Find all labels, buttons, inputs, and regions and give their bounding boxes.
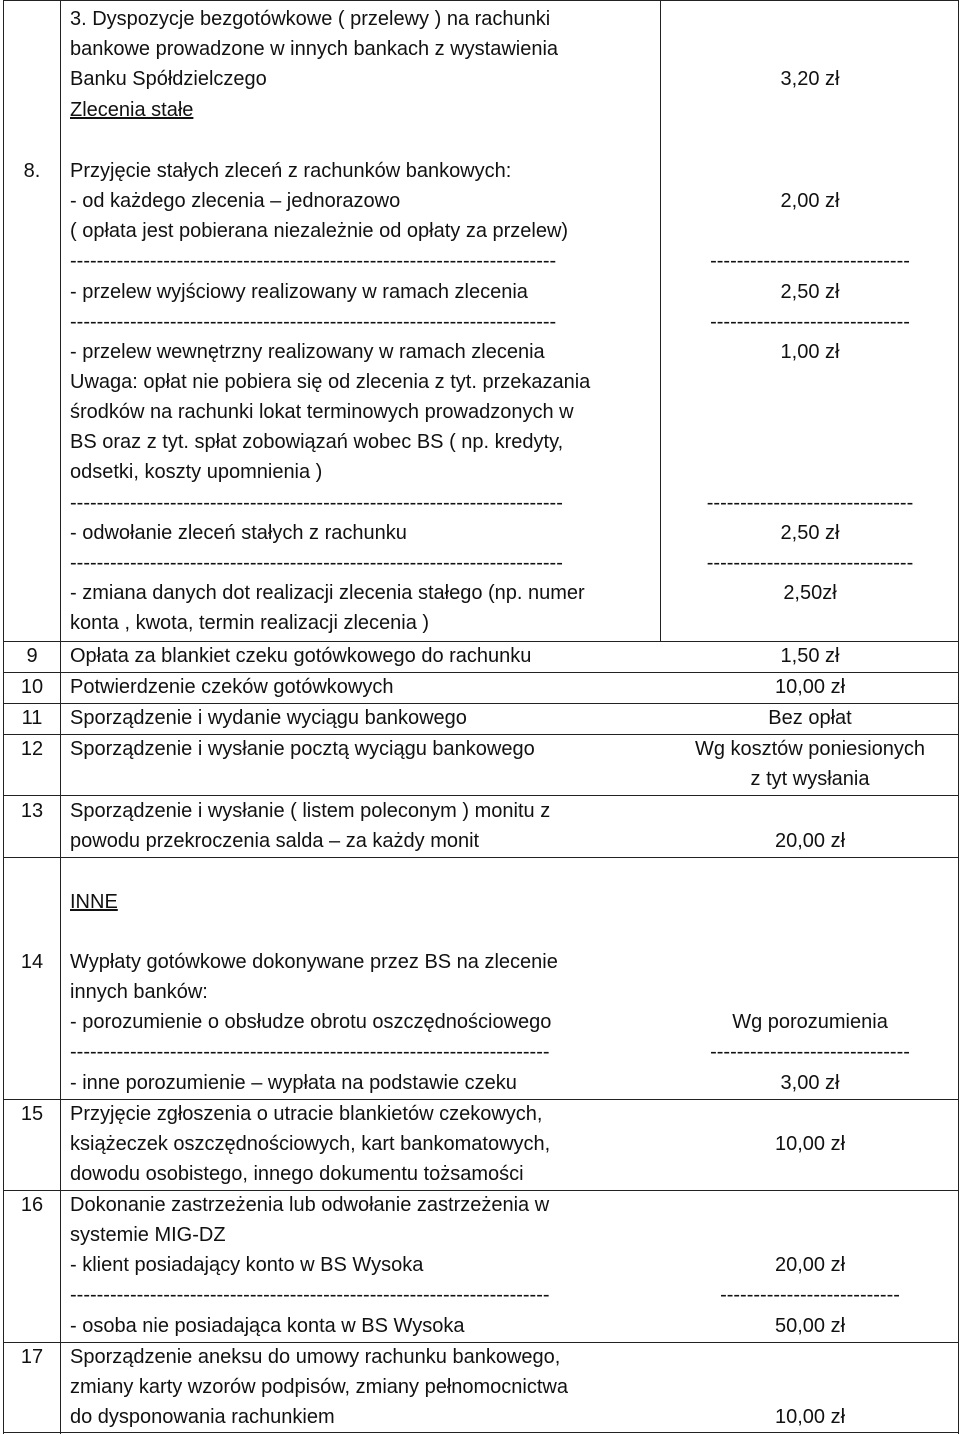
row-text: Przyjęcie zgłoszenia o utracie blankietów czekowych, — [70, 1103, 543, 1125]
row-text: Przyjęcie stałych zleceń z rachunków bankowych: — [70, 160, 512, 182]
row-number: 8. — [23, 160, 41, 182]
row-text: Uwaga: opłat nie pobiera się od zlecenia z tyt. przekazania — [70, 371, 591, 393]
dashed-separator: ------------------------------- — [706, 552, 914, 574]
row-text: Sporządzenie aneksu do umowy rachunku bankowego, — [70, 1346, 561, 1368]
row-number: 15 — [20, 1103, 44, 1125]
row-text: Wypłaty gotówkowe dokonywane przez BS na zlecenie — [70, 951, 558, 973]
row-text: - od każdego zlecenia – jednorazowo — [70, 190, 401, 212]
dashed-separator: ------------------------------------------------------------------------ — [70, 1284, 550, 1306]
row-number: 10 — [20, 676, 44, 698]
fee-value: 3,00 zł — [780, 1072, 840, 1094]
fee-value: 10,00 zł — [774, 1406, 846, 1428]
dashed-separator: ------------------------------------------------------------------------- — [70, 311, 557, 333]
row-text: - zmiana danych dot realizacji zlecenia stałego (np. numer — [70, 582, 585, 604]
row-number: 13 — [20, 800, 44, 822]
row-text: książeczek oszczędnościowych, kart bankomatowych, — [70, 1133, 551, 1155]
row-border-top — [3, 0, 958, 1]
fee-value: 2,50zł — [783, 582, 837, 604]
table-border-left — [3, 0, 4, 1434]
dashed-separator: ------------------------------ — [710, 1041, 910, 1063]
row-text: środków na rachunki lokat terminowych prowadzonych w — [70, 401, 574, 423]
dashed-separator: -------------------------------------------------------------------------- — [70, 492, 563, 514]
row-number: 14 — [20, 951, 44, 973]
row-number: 17 — [20, 1346, 44, 1368]
row-text: Dokonanie zastrzeżenia lub odwołanie zastrzeżenia w — [70, 1194, 550, 1216]
dashed-separator: -------------------------------------------------------------------------- — [70, 552, 563, 574]
dashed-separator: ------------------------------- — [706, 492, 914, 514]
fee-value: 2,50 zł — [780, 281, 840, 303]
fee-value: 50,00 zł — [774, 1315, 846, 1337]
row-text: BS oraz z tyt. spłat zobowiązań wobec BS ( np. kredyty, — [70, 431, 564, 453]
row-border-14 — [3, 857, 958, 858]
row-text: - osoba nie posiadająca konta w BS Wysoka — [70, 1315, 465, 1337]
dashed-separator: ------------------------------------------------------------------------ — [70, 1041, 550, 1063]
fee-value: Wg kosztów poniesionych — [694, 738, 926, 760]
row-text: do dysponowania rachunkiem — [70, 1406, 335, 1428]
row-text: - przelew wewnętrzny realizowany w ramach zlecenia — [70, 341, 545, 363]
row-text: Banku Spółdzielczego — [70, 68, 267, 90]
row-text: Sporządzenie i wysłanie ( listem poleconym ) monitu z — [70, 800, 551, 822]
fee-value: 3,20 zł — [780, 68, 840, 90]
fee-value: 2,00 zł — [780, 190, 840, 212]
row-text: systemie MIG-DZ — [70, 1224, 226, 1246]
row-text: powodu przekroczenia salda – za każdy monit — [70, 830, 480, 852]
row-text: - przelew wyjściowy realizowany w ramach zlecenia — [70, 281, 528, 303]
row-text: bankowe prowadzone w innych bankach z wystawienia — [70, 38, 559, 60]
column-divider-number — [60, 0, 61, 1434]
fee-value: z tyt wysłania — [750, 768, 870, 790]
fee-value: 20,00 zł — [774, 830, 846, 852]
fee-value: 10,00 zł — [774, 676, 846, 698]
row-text: odsetki, koszty upomnienia ) — [70, 461, 323, 483]
row-text: dowodu osobistego, innego dokumentu tożsamości — [70, 1163, 524, 1185]
fee-value: 1,50 zł — [780, 645, 840, 667]
row-text: konta , kwota, termin realizacji zlecenia ) — [70, 612, 430, 634]
row-number: 12 — [20, 738, 44, 760]
row-text: Sporządzenie i wydanie wyciągu bankowego — [70, 707, 467, 729]
row-text: Sporządzenie i wysłanie pocztą wyciągu bankowego — [70, 738, 535, 760]
row-border-bottom — [3, 1432, 958, 1433]
row-number: 11 — [21, 707, 43, 729]
dashed-separator: --------------------------- — [720, 1284, 900, 1306]
row-text: ( opłata jest pobierana niezależnie od opłaty za przelew) — [70, 220, 569, 242]
fee-value: 2,50 zł — [780, 522, 840, 544]
row-text: zmiany karty wzorów podpisów, zmiany pełnomocnictwa — [70, 1376, 568, 1398]
dashed-separator: ------------------------------------------------------------------------- — [70, 250, 557, 272]
fee-value: 1,00 zł — [780, 341, 840, 363]
row-text: Opłata za blankiet czeku gotówkowego do rachunku — [70, 645, 532, 667]
dashed-separator: ------------------------------ — [710, 250, 910, 272]
row-number: 16 — [20, 1194, 44, 1216]
fee-value: 10,00 zł — [774, 1133, 846, 1155]
row-text: - klient posiadający konto w BS Wysoka — [70, 1254, 424, 1276]
fee-value: 20,00 zł — [774, 1254, 846, 1276]
fee-value: Wg porozumienia — [732, 1011, 888, 1033]
row-text: Potwierdzenie czeków gotówkowych — [70, 676, 394, 698]
row-text: - odwołanie zleceń stałych z rachunku — [70, 522, 407, 544]
section-heading: INNE — [70, 891, 118, 913]
fee-value: Bez opłat — [768, 707, 852, 729]
row-text: - inne porozumienie – wypłata na podstawie czeku — [70, 1072, 517, 1094]
row-text: 3. Dyspozycje bezgotówkowe ( przelewy ) na rachunki — [70, 8, 551, 30]
row-text: innych banków: — [70, 981, 208, 1003]
row-text: - porozumienie o obsłudze obrotu oszczędnościowego — [70, 1011, 552, 1033]
row-number: 9 — [26, 645, 38, 667]
dashed-separator: ------------------------------ — [710, 311, 910, 333]
section-heading: Zlecenia stałe — [70, 99, 194, 121]
